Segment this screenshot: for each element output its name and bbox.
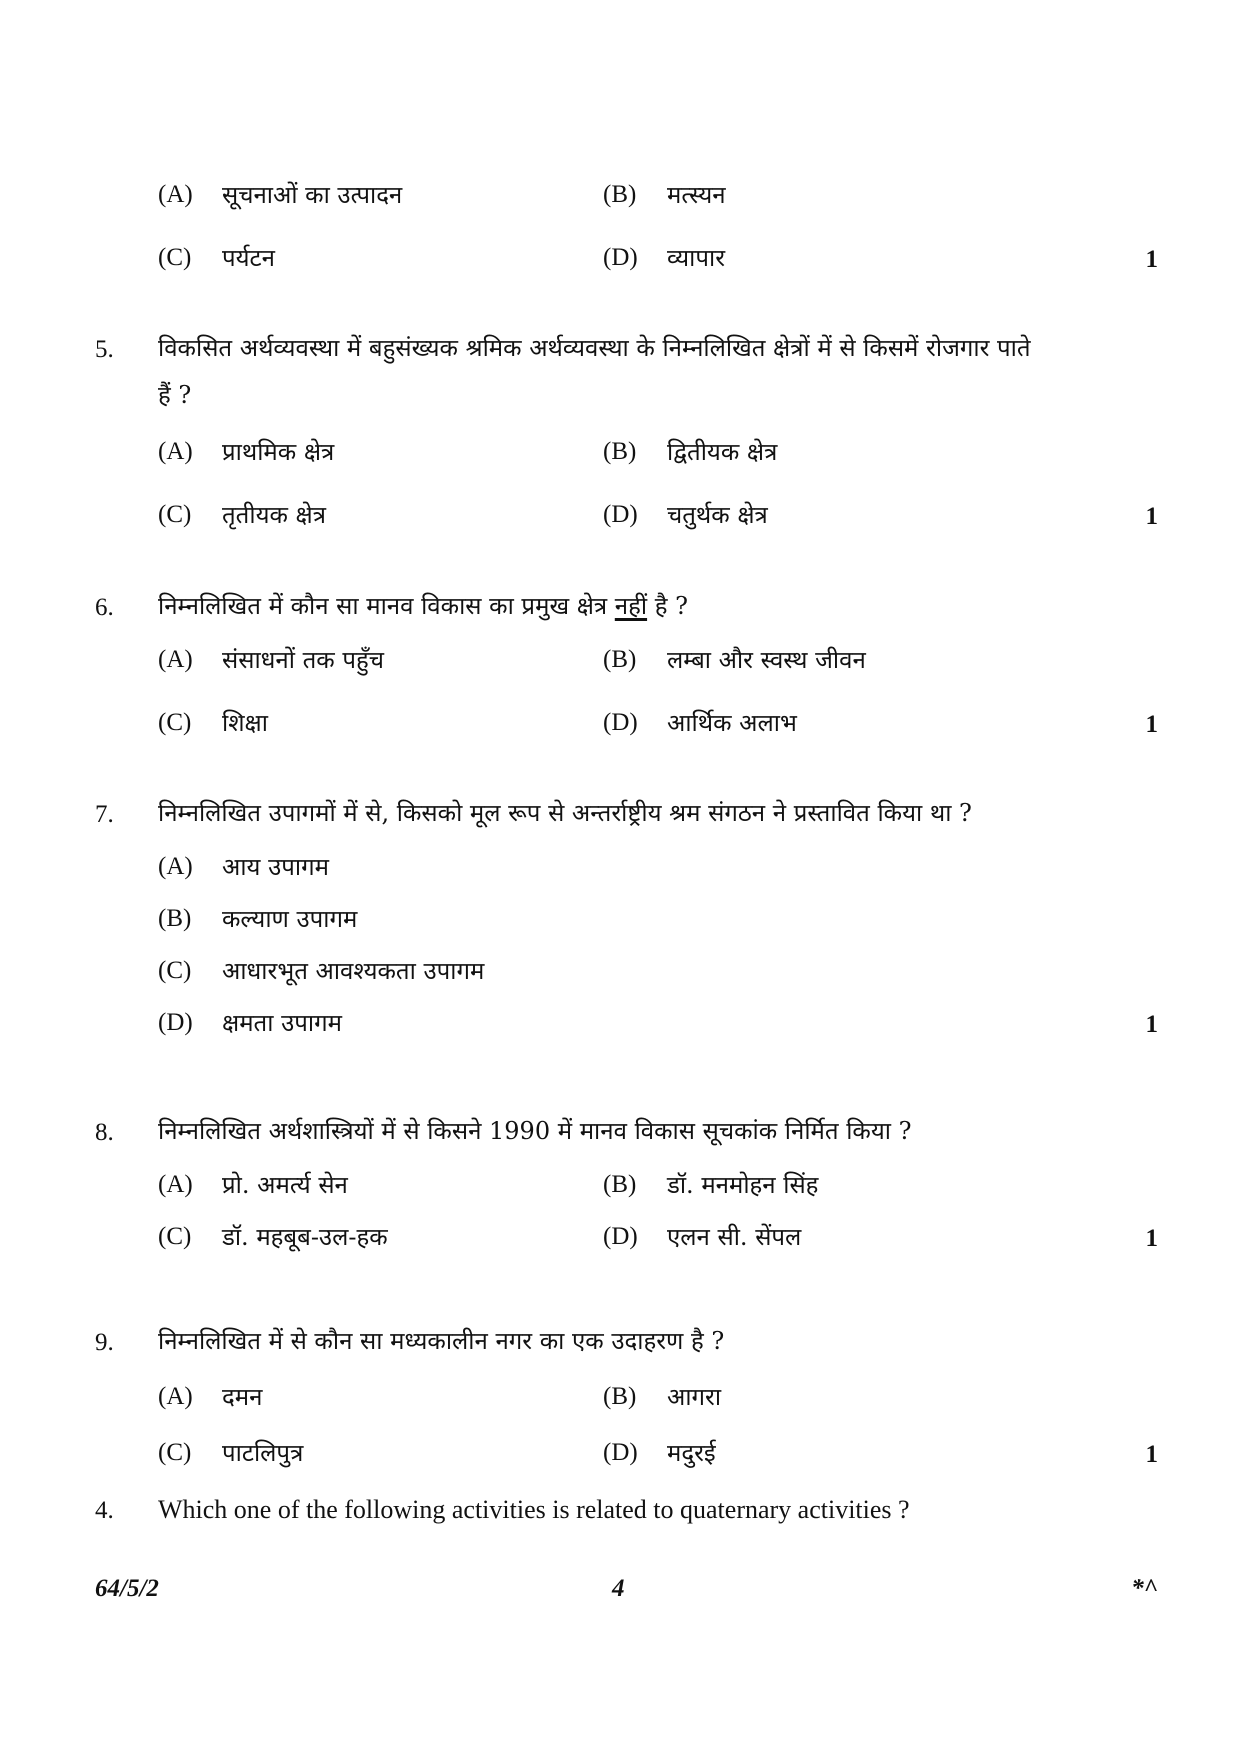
option-label: (C) [158,709,192,736]
option-label: (A) [158,1383,193,1410]
question-text: निम्नलिखित में से कौन सा मध्यकालीन नगर का एक उदाहरण है ? [158,1327,725,1355]
option-text: तृतीयक क्षेत्र [222,501,327,529]
question-text: Which one of the following activities is related to quaternary activities ? [158,1495,910,1524]
option-text: व्यापार [667,244,726,272]
marks: 1 [1145,503,1158,530]
option-label: (D) [603,244,638,271]
option-text: एलन सी. सेंपल [667,1223,802,1251]
option-text: डॉ. मनमोहन सिंह [667,1171,819,1199]
option-label: (D) [158,1009,193,1036]
question-number: 9. [95,1329,114,1356]
question-text: निम्नलिखित अर्थशास्त्रियों में से किसने 1990 में मानव विकास सूचकांक निर्मित किया ? [158,1117,912,1145]
footer-symbol: *^ [1131,1575,1158,1602]
option-label: (A) [158,438,193,465]
question-number: 8. [95,1119,114,1146]
question-number: 7. [95,801,114,828]
option-label: (B) [603,438,637,465]
option-text: प्रो. अमर्त्य सेन [222,1171,348,1199]
option-text: आगरा [667,1383,722,1411]
option-text: प्राथमिक क्षेत्र [222,438,335,466]
option-label: (C) [158,1439,192,1466]
option-label: (D) [603,1223,638,1250]
option-text: आर्थिक अलाभ [667,709,797,737]
option-text: पर्यटन [222,244,275,272]
option-text: द्वितीयक क्षेत्र [667,438,778,466]
option-text: संसाधनों तक पहुँच [222,646,384,674]
option-label: (A) [158,646,193,673]
option-label: (D) [603,501,638,528]
option-label: (B) [158,905,192,932]
option-label: (B) [603,1383,637,1410]
option-label: (A) [158,1171,193,1198]
option-label: (C) [158,1223,192,1250]
question-number: 4. [95,1497,114,1524]
question-text: निम्नलिखित उपागमों में से, किसको मूल रूप से अन्तर्राष्ट्रीय श्रम संगठन ने प्रस्तावित किया था ? [158,799,972,827]
option-label: (B) [603,181,637,208]
negation-emphasis: नहीं [614,592,648,620]
marks: 1 [1145,1011,1158,1038]
option-label: (C) [158,957,192,984]
option-label: (A) [158,853,193,880]
option-label: (C) [158,244,192,271]
option-label: (D) [603,1439,638,1466]
question-number: 5. [95,336,114,363]
marks: 1 [1145,711,1158,738]
marks: 1 [1145,246,1158,273]
option-text: दमन [222,1383,263,1411]
marks: 1 [1145,1441,1158,1468]
option-text: मदुरई [667,1439,716,1467]
option-text: आय उपागम [222,853,329,881]
option-text: शिक्षा [222,709,268,737]
option-text: चतुर्थक क्षेत्र [667,501,768,529]
option-text: पाटलिपुत्र [222,1439,304,1467]
option-text: मत्स्यन [667,181,726,209]
question-text: निम्नलिखित में कौन सा मानव विकास का प्रमुख क्षेत्र नहीं है ? [158,592,688,620]
option-text: कल्याण उपागम [222,905,358,933]
marks: 1 [1145,1225,1158,1252]
option-text: डॉ. महबूब-उल-हक [222,1223,388,1251]
option-label: (C) [158,501,192,528]
question-text: विकसित अर्थव्यवस्था में बहुसंख्यक श्रमिक अर्थव्यवस्था के निम्नलिखित क्षेत्रों में से किसमें रोजगार पाते [158,334,1031,362]
option-text: लम्बा और स्वस्थ जीवन [667,646,866,674]
option-label: (B) [603,1171,637,1198]
option-label: (D) [603,709,638,736]
option-label: (B) [603,646,637,673]
option-label: (A) [158,181,193,208]
option-text: सूचनाओं का उत्पादन [222,181,403,209]
page-number: 4 [612,1575,625,1602]
option-text: क्षमता उपागम [222,1009,342,1037]
option-text: आधारभूत आवश्यकता उपागम [222,957,485,985]
question-text-cont: हैं ? [158,381,192,409]
paper-code: 64/5/2 [95,1575,159,1602]
question-number: 6. [95,594,114,621]
